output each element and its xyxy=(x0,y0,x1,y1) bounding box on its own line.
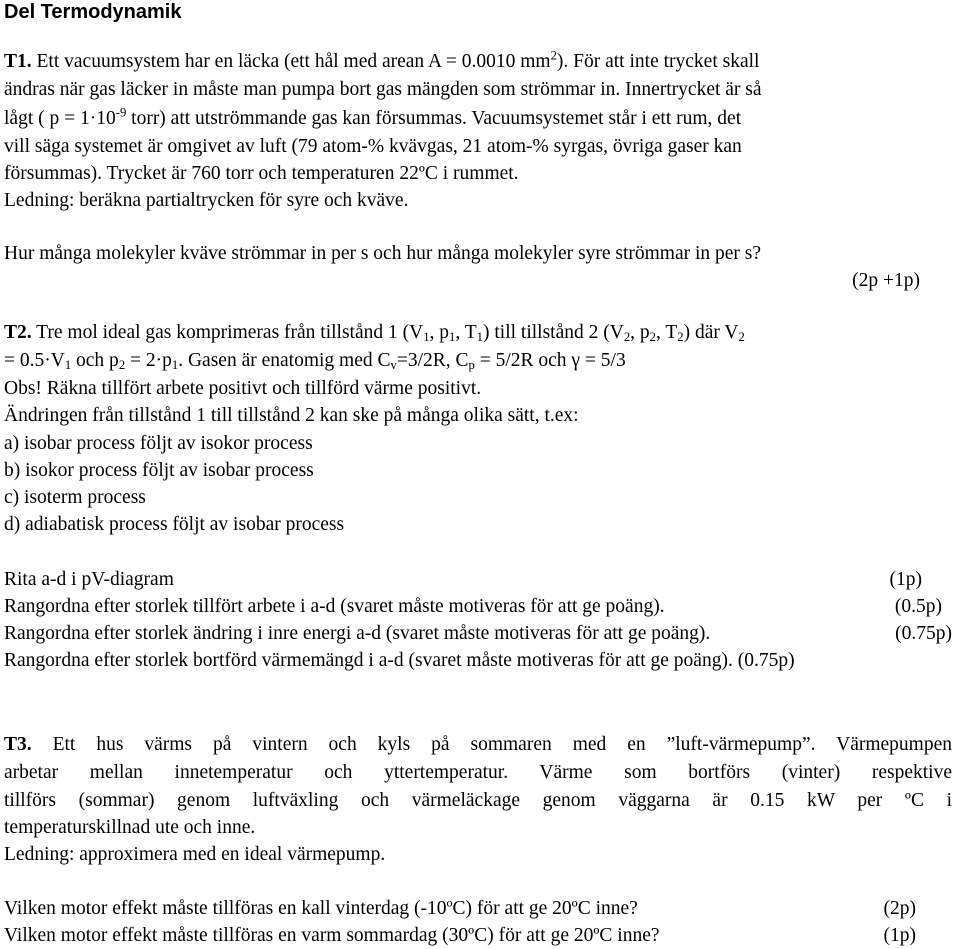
t2-sub-10: 1 xyxy=(171,358,179,373)
t2-line-4: Ändringen från tillstånd 1 till tillstånd 2 kan ske på många olika sätt, t.ex: xyxy=(4,405,579,426)
t2-task-1-text: Rita a-d i pV-diagram xyxy=(4,569,174,590)
t2-text-2e: =3/2R, C xyxy=(396,350,469,371)
t3-line-1 xyxy=(4,733,952,757)
t2-task-2-points: (0.5p) xyxy=(894,596,942,617)
t2-task-4-points: (0.75p) xyxy=(737,650,795,671)
t2-text-2d: . Gasen är enatomig med C xyxy=(178,350,391,371)
t1-text-1a: Ett vacuumsystem har en läcka (ett hål med arean A = 0.0010 mm xyxy=(36,51,551,72)
t1-sup-1: 2 xyxy=(550,48,557,63)
t3-question-1-text: Vilken motor effekt måste tillföras en kall vinterdag (-10ºC) för att ge 20ºC inne? xyxy=(4,898,638,919)
t2-task-1 xyxy=(4,568,952,592)
t3-question-2-text: Vilken motor effekt måste tillföras en varm sommardag (30ºC) för att ge 20ºC inne? xyxy=(4,925,660,946)
t2-option-a: a) isobar process följt av isokor process xyxy=(4,433,313,454)
t2-sub-6: 2 xyxy=(677,330,684,345)
t2-sub-9: 2 xyxy=(118,358,126,373)
t2-text-2a: = 0.5·V xyxy=(4,350,65,371)
t2-task-3-points: (0.75p) xyxy=(895,623,952,644)
t2-line-2 xyxy=(4,349,952,373)
t2-sub-2: 1 xyxy=(449,330,456,345)
t2-text-2f: = 5/2R och γ = 5/3 xyxy=(474,350,626,371)
t2-task-2 xyxy=(4,595,952,619)
t1-line-3 xyxy=(4,107,952,131)
t2-option-c: c) isoterm process xyxy=(4,487,146,508)
t3-question-2 xyxy=(4,924,952,948)
t3-line-5: Ledning: approximera med en ideal värmepump. xyxy=(4,844,386,865)
t1-text-1b: ). För att inte trycket skall xyxy=(556,51,760,72)
t1-text-3b: torr) att utströmmande gas kan försummas. Vacuumsystemet står i ett rum, det xyxy=(126,108,742,129)
t1-line-2: ändras när gas läcker in måste man pumpa bort gas mängden som strömmar in. Innertrycket är så xyxy=(4,79,762,100)
t1-points: (2p +1p) xyxy=(852,270,920,291)
t3-line-3: tillförs (sommar) genom luftväxling och värmeläckage genom väggarna är 0.15 kW per ºC i xyxy=(4,790,952,811)
page-title: Del Termodynamik xyxy=(4,1,182,23)
t2-task-2-text: Rangordna efter storlek tillfört arbete i a-d (svaret måste motiveras för att ge poäng). xyxy=(4,596,665,617)
t3-line-2: arbetar mellan innetemperatur och yttertemperatur. Värme som bortförs (vinter) respektive xyxy=(4,762,952,783)
t2-text-1b: ) till tillstånd 2 (V xyxy=(483,322,624,343)
t2-text-2b: och p xyxy=(71,350,119,371)
t2-sub-11: v xyxy=(390,358,397,373)
t3-text-1: Ett hus värms på vintern och kyls på sommaren med en ”luft-värmepump”. Värmepumpen xyxy=(31,734,952,755)
t3-question-1 xyxy=(4,897,952,921)
t2-task-3-text: Rangordna efter storlek ändring i inre energi a-d (svaret måste motiveras för att ge poäng). xyxy=(4,623,711,644)
t2-text-c4: , T xyxy=(655,322,678,343)
t2-sub-7: 2 xyxy=(738,330,745,345)
t2-sub-8: 1 xyxy=(64,358,72,373)
t2-line-3: Obs! Räkna tillfört arbete positivt och tillförd värme positivt. xyxy=(4,378,482,399)
t2-task-3 xyxy=(4,622,952,646)
t2-sub-12: p xyxy=(468,358,475,373)
t1-sup-3: -9 xyxy=(115,105,127,120)
t1-line-6: Ledning: beräkna partialtrycken för syre och kväve. xyxy=(4,190,409,211)
t2-text-1a: Tre mol ideal gas komprimeras från tillstånd 1 (V xyxy=(31,322,424,343)
t2-text-c1: , p xyxy=(429,322,450,343)
t1-label: T1. xyxy=(4,51,32,72)
t2-sub-1: 1 xyxy=(423,330,430,345)
t2-line-1 xyxy=(4,321,952,345)
t2-task-1-points: (1p) xyxy=(889,569,922,590)
t2-text-2c: = 2·p xyxy=(125,350,172,371)
t2-text-1c: ) där V xyxy=(683,322,739,343)
t2-sub-5: 2 xyxy=(649,330,656,345)
t2-label: T2. xyxy=(4,322,32,343)
t1-question: Hur många molekyler kväve strömmar in per s och hur många molekyler syre strömmar in per s? xyxy=(4,243,762,264)
t3-label: T3. xyxy=(4,734,32,755)
t2-text-c2: , T xyxy=(455,322,477,343)
t1-line-4: vill säga systemet är omgivet av luft (79 atom-% kvävgas, 21 atom-% syrgas, övriga gaser kan xyxy=(4,136,742,157)
t2-task-4 xyxy=(4,649,952,673)
t2-sub-3: 1 xyxy=(476,330,483,345)
t2-task-4-text: Rangordna efter storlek bortförd värmemängd i a-d (svaret måste motiveras för att ge poäng). xyxy=(4,650,733,671)
t1-text-3a: lågt ( p = 1·10 xyxy=(4,108,116,129)
t2-sub-4: 2 xyxy=(623,330,631,345)
t3-line-4: temperaturskillnad ute och inne. xyxy=(4,817,256,838)
t2-text-c3: , p xyxy=(630,322,650,343)
t3-question-2-points: (1p) xyxy=(883,925,916,946)
t1-line-1 xyxy=(4,50,952,74)
t2-option-d: d) adiabatisk process följt av isobar process xyxy=(4,514,345,535)
t3-question-1-points: (2p) xyxy=(883,898,916,919)
t2-option-b: b) isokor process följt av isobar process xyxy=(4,460,314,481)
t1-line-5: försummas). Trycket är 760 torr och temperaturen 22ºC i rummet. xyxy=(4,163,519,184)
